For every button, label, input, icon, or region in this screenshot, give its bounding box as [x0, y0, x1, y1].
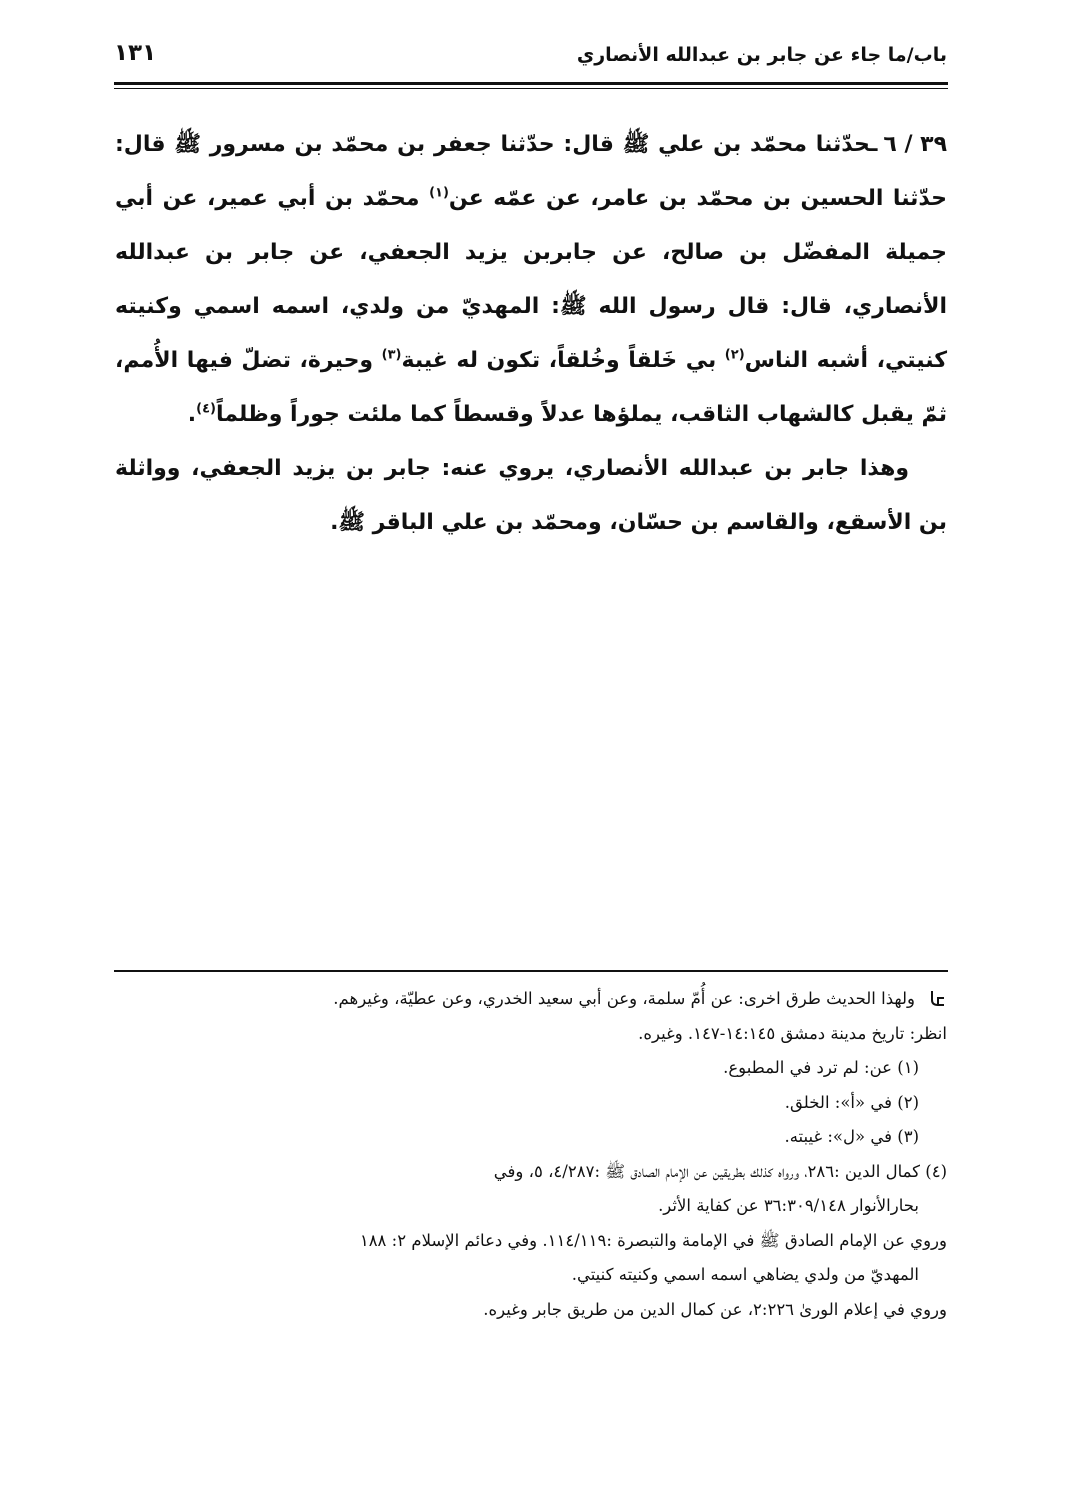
footnote-ref-3[interactable]: (٣)	[381, 347, 402, 363]
hadith-number: ٣٩ / ٦	[883, 132, 947, 157]
main-text	[115, 118, 947, 550]
footnote-general	[115, 982, 947, 1017]
footnote-4-line-2: بحارالأنوار ٣٦:٣٠٩/١٤٨ عن كفاية الأثر.	[658, 1196, 919, 1215]
hadith-text-part-c: بي خَلقاً وخُلقاً، تكون له غيبة	[401, 348, 725, 373]
footnote-general-line-2: انظر: تاريخ مدينة دمشق ١٤:١٤٥-١٤٧. وغيره.	[638, 1023, 947, 1043]
footnote-4-line-3: وروي عن الإمام الصادق ﷺ في الإمامة والتبصرة :١١٤/١١٩. وفي دعائم الإسلام ٢: ١٨٨	[359, 1230, 947, 1250]
footnote-1: (١) عن: لم ترد في المطبوع.	[723, 1058, 919, 1077]
footnote-3: (٣) في «ل»: غيبته.	[784, 1127, 919, 1146]
narrators-paragraph: وهذا جابر بن عبدالله الأنصاري، يروي عنه: جابر بن يزيد الجعفي، وواثلة بن الأسقع، والقاسم بن حسّان، ومحمّد بن علي الباقر ﷺ.	[115, 456, 947, 535]
footnote-ref-2[interactable]: (٢)	[724, 347, 745, 363]
header-rule-thick	[114, 82, 948, 85]
running-title: باب/ما جاء عن جابر بن عبدالله الأنصاري	[576, 44, 947, 66]
footnote-general-line-1: ولهذا الحديث طرق اخرى: عن أُمّ سلمة، وعن أبي سعيد الخدري، وعن عطيّة، وغيرهم.	[333, 989, 915, 1008]
footnote-4-line-5: وروي في إعلام الورىٰ ٢:٢٢٦، عن كمال الدين من طريق جابر وغيره.	[483, 1299, 947, 1319]
hadith-text-part-d: وحيرة، تضلّ فيها الأُمم، ثمّ يقبل كالشهاب الثاقب، يملؤها عدلاً وقسطاً كما ملئت جوراً وظلماً	[115, 348, 947, 427]
footnote-ref-1[interactable]: (١)	[429, 185, 449, 201]
page-number: ١٣١	[114, 40, 157, 66]
footnote-separator	[114, 970, 948, 972]
footnote-4-line-1: (٤) كمال الدين :٢٨٦، ورواه كذلك بطريقين عن الإمام الصادق ﷺ :٤/٢٨٧، ٥، وفي	[493, 1161, 947, 1181]
hadith-text-part-b: محمّد بن أبي عمير، عن أبي جميلة المفضّل بن صالح، عن جابربن يزيد الجعفي، عن جابر بن عبدالله الأنصاري، قال: قال رسول الله ﷺ: المهديّ من ولدي، اسمه اسمي وكنيته كنيتي، أشبه الناس	[115, 186, 947, 373]
footnote-ref-4[interactable]: (٤)	[196, 401, 216, 417]
hadith-paragraph	[115, 118, 947, 442]
hadith-text-part-a: ـحدّثنا محمّد بن علي ﷺ قال: حدّثنا جعفر بن محمّد بن مسرور ﷺ قال: حدّثنا الحسين بن محمّد بن عامر، عن عمّه عن	[115, 132, 947, 211]
footnote-4-line-4: المهديّ من ولدي يضاهي اسمه اسمي وكنيته كنيتي.	[571, 1265, 919, 1284]
footnote-star-icon	[929, 985, 947, 1003]
footnote-2: (٢) في «أ»: الخلق.	[784, 1092, 919, 1112]
hadith-text-end: .	[187, 402, 197, 427]
footnotes	[115, 982, 947, 1327]
header-rule-thin	[114, 88, 948, 89]
